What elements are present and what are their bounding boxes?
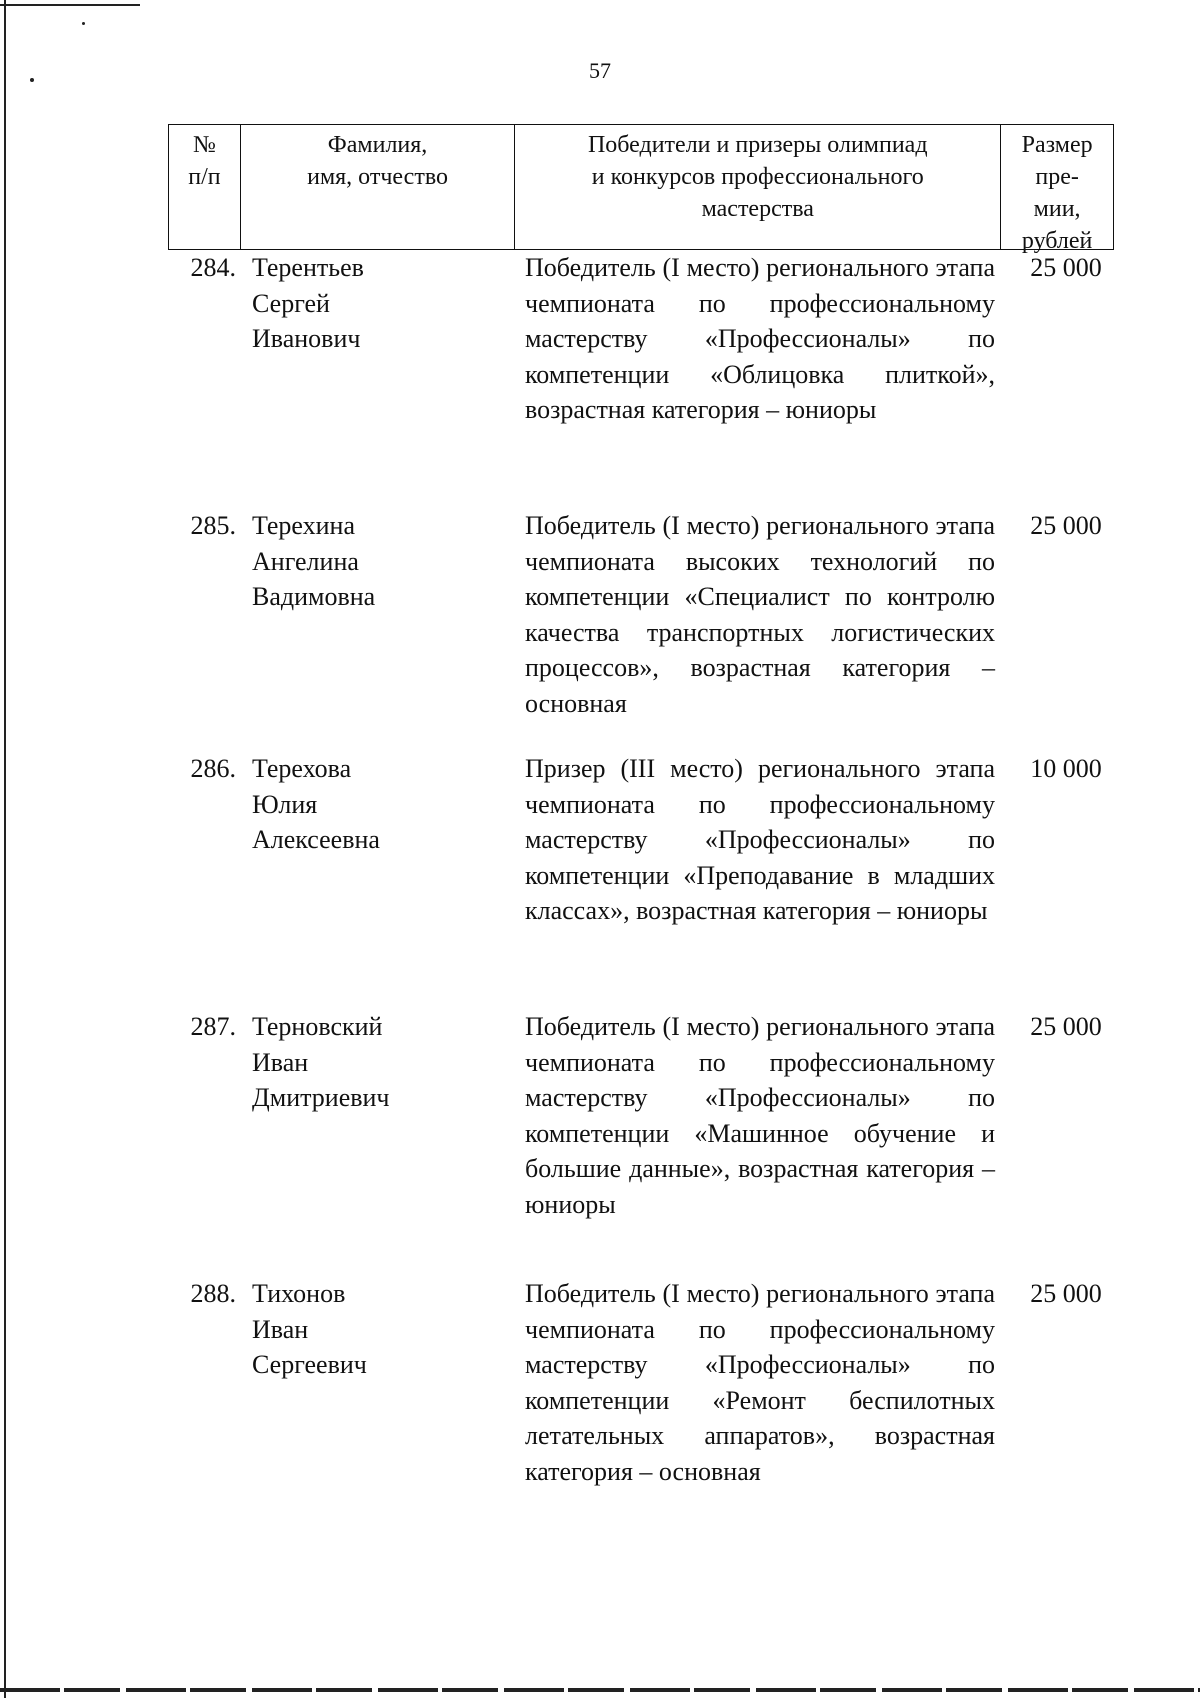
first-name: Ангелина — [252, 546, 359, 576]
row-number: 288. — [190, 1279, 236, 1308]
row-name — [252, 751, 502, 858]
table-header — [168, 124, 1114, 254]
surname: Терехова — [252, 754, 352, 783]
first-name: Иван — [252, 1047, 309, 1077]
patronymic: Дмитриевич — [252, 1083, 390, 1112]
row-achievement: Победитель (I место) регионального этапа чемпионата по профессиональному мастерству «Профессионалы» по компетенции «Облицовка плиткой», возрастная категория – юниоры — [525, 253, 995, 424]
surname: Терентьев — [252, 253, 364, 282]
patronymic: Сергеевич — [252, 1350, 367, 1379]
scan-edge-bottom — [0, 1688, 1200, 1692]
surname: Тихонов — [252, 1279, 346, 1308]
row-amount: 25 000 — [1030, 511, 1102, 540]
row-amount: 25 000 — [1030, 253, 1102, 282]
first-name: Юлия — [252, 789, 318, 819]
row-number: 286. — [190, 754, 236, 783]
row-achievement: Победитель (I место) регионального этапа чемпионата высоких технологий по компетенции «Специалист по контролю качества транспортных логистических процессов», возрастная категория – основная — [525, 511, 995, 718]
surname: Терехина — [252, 511, 355, 540]
row-number: 284. — [190, 253, 236, 282]
row-number: 285. — [190, 511, 236, 540]
first-name: Иван — [252, 1314, 309, 1344]
header-achievement: Победители и призеры олимпиад и конкурсов профессионального мастерства — [515, 125, 1001, 249]
row-name — [252, 1276, 502, 1383]
row-achievement: Победитель (I место) регионального этапа чемпионата по профессиональному мастерству «Профессионалы» по компетенции «Машинное обучение и большие данные», возрастная категория – юниоры — [525, 1012, 995, 1219]
header-number: № п/п — [169, 125, 241, 249]
row-achievement: Победитель (I место) регионального этапа чемпионата по профессиональному мастерству «Профессионалы» по компетенции «Ремонт беспилотных летательных аппаратов», возрастная категория – основная — [525, 1279, 995, 1486]
first-name: Сергей — [252, 288, 330, 318]
page-number: 57 — [589, 58, 611, 83]
scan-edge-top — [0, 4, 140, 6]
row-amount: 25 000 — [1030, 1012, 1102, 1041]
row-name — [252, 250, 502, 357]
header-amount: Размер пре- мии, рублей — [1021, 132, 1093, 254]
scan-speck — [82, 22, 85, 25]
row-amount: 10 000 — [1030, 754, 1102, 783]
row-achievement: Призер (III место) регионального этапа чемпионата по профессиональному мастерству «Профессионалы» по компетенции «Преподавание в младших классах», возрастная категория – юниоры — [525, 754, 995, 925]
patronymic: Вадимовна — [252, 582, 376, 611]
patronymic: Алексеевна — [252, 825, 380, 854]
row-number: 287. — [190, 1012, 236, 1041]
scan-edge-left — [4, 0, 6, 1698]
row-name — [252, 508, 502, 615]
header-name: Фамилия, имя, отчество — [241, 125, 515, 249]
patronymic: Иванович — [252, 324, 361, 353]
row-name — [252, 1009, 502, 1116]
surname: Терновский — [252, 1012, 383, 1041]
row-amount: 25 000 — [1030, 1279, 1102, 1308]
